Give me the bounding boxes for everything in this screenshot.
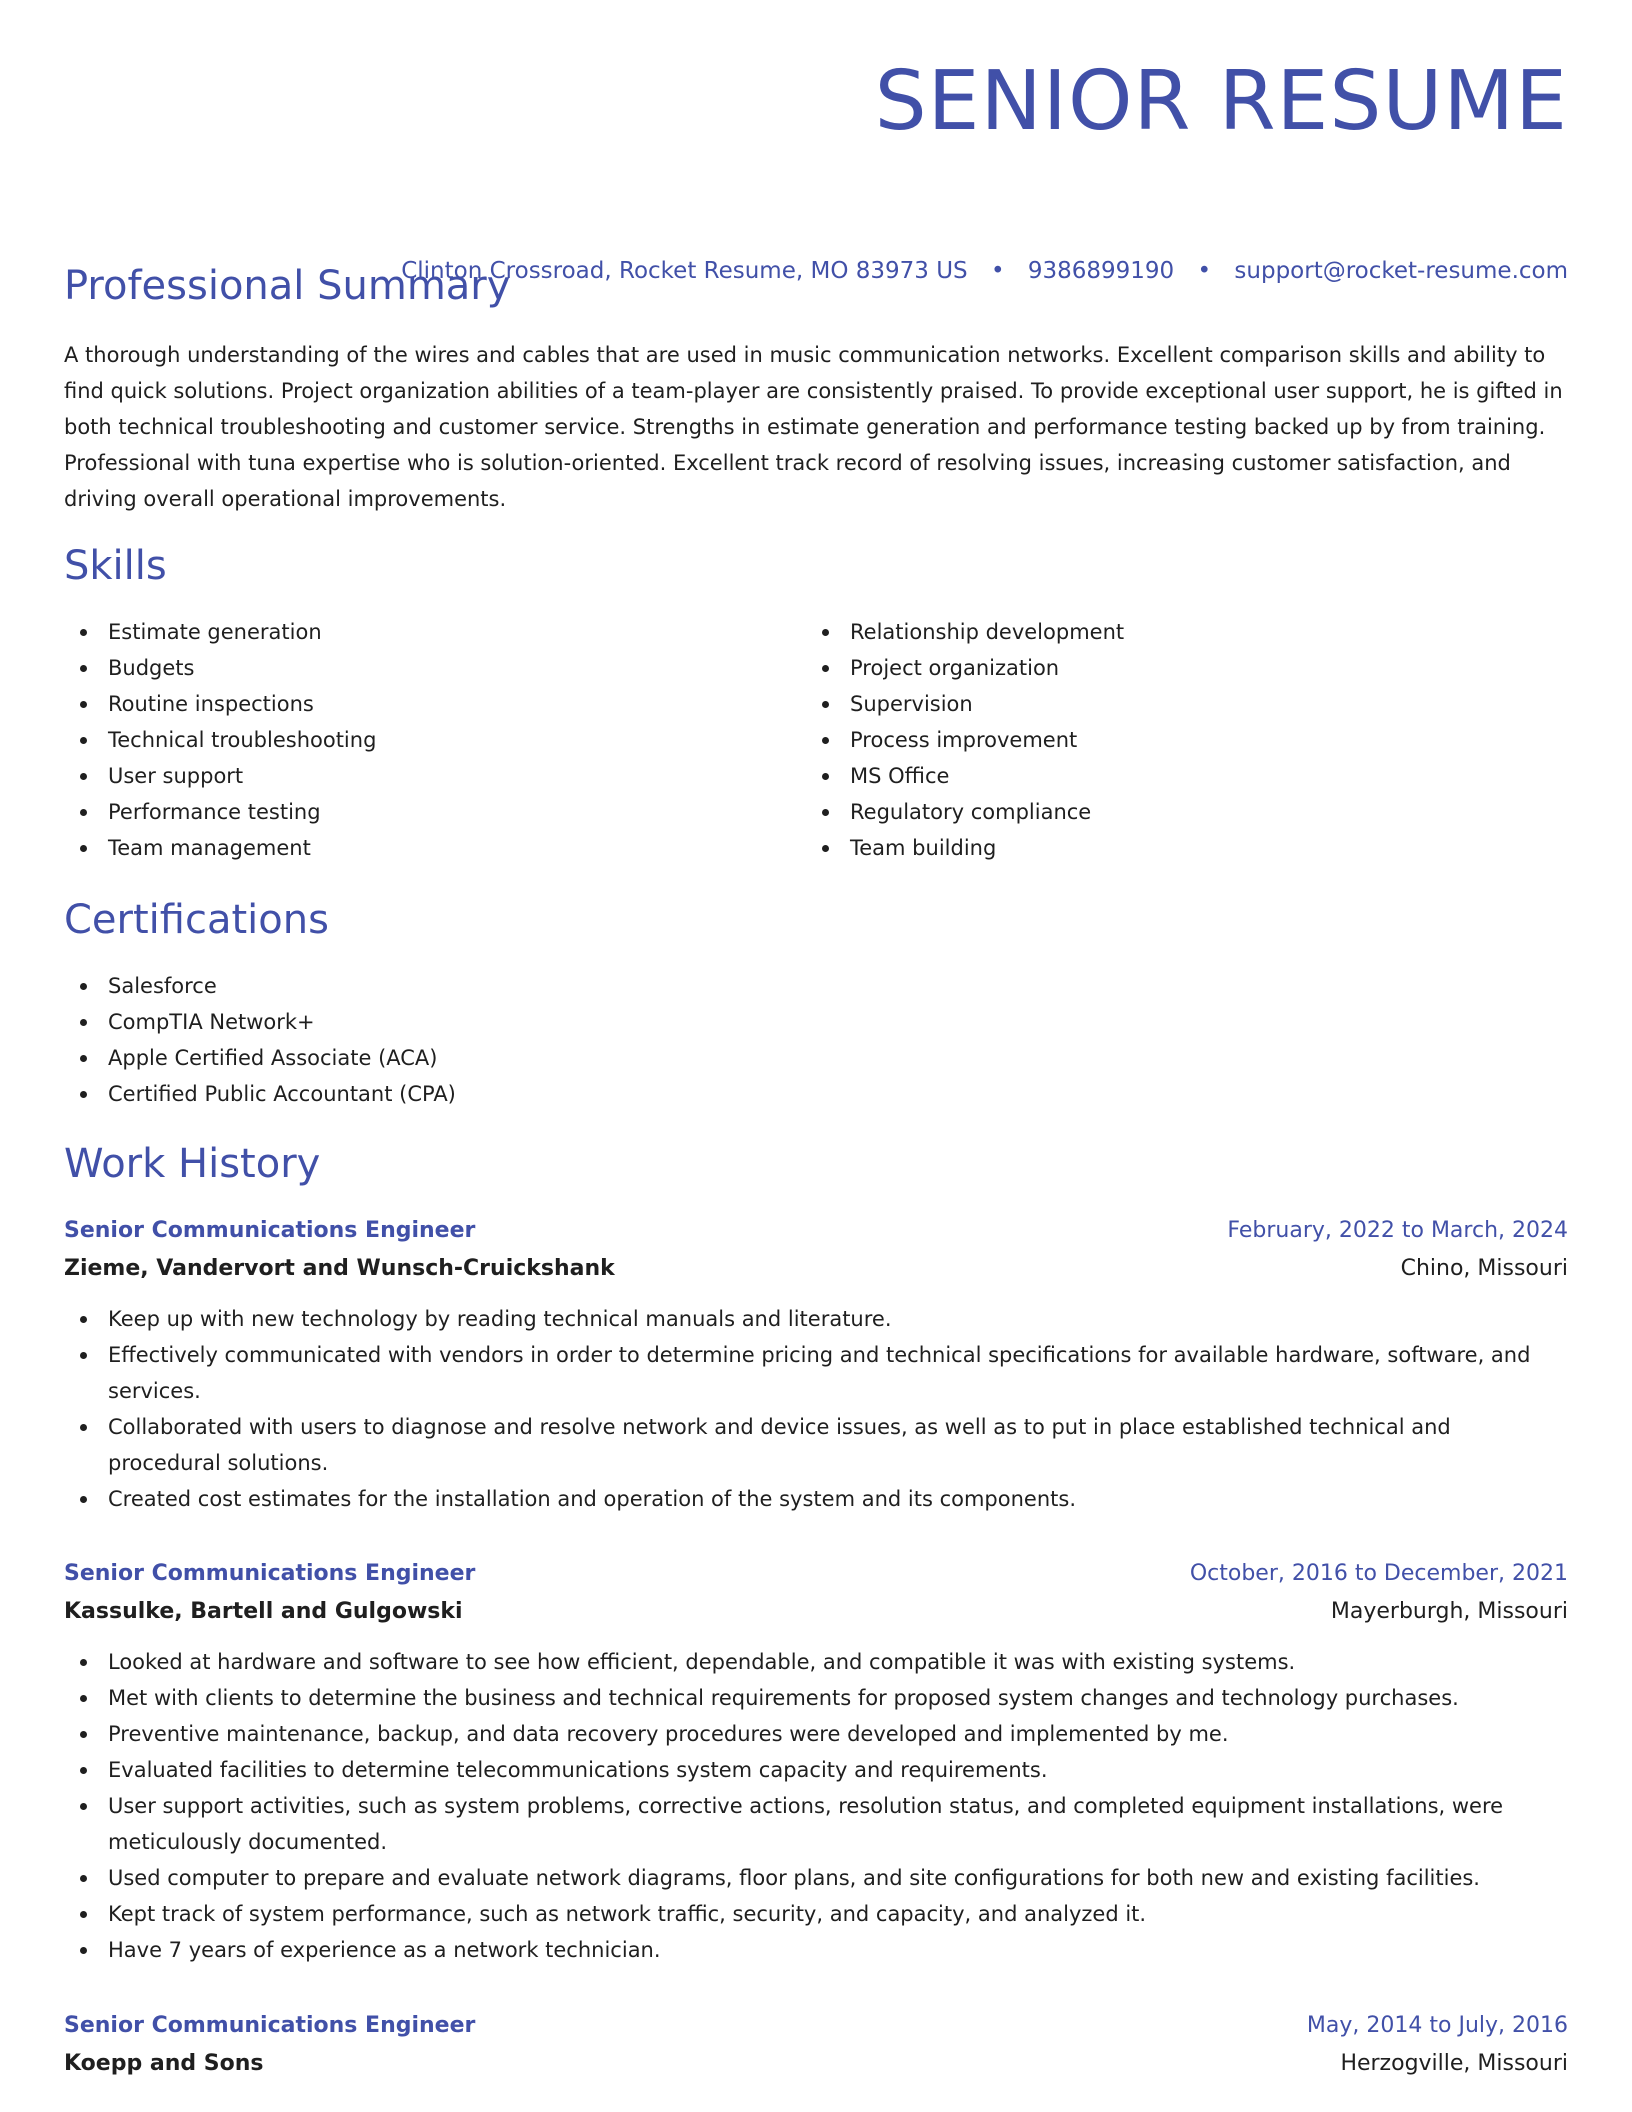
skill-item: Project organization [806,650,1124,686]
skill-item: Technical troubleshooting [64,722,376,758]
job-location: Chino, Missouri [1400,1256,1568,1281]
skills-heading: Skills [64,543,167,589]
certifications-heading: Certifications [64,897,329,943]
certification-item: Certified Public Accountant (CPA) [64,1076,456,1112]
job-title: Senior Communications Engineer [64,2013,476,2038]
skill-item: Team building [806,830,1124,866]
skills-list-left [64,614,376,866]
job-bullets [64,1644,1568,1968]
contact-separator: • [1197,258,1212,284]
job-title: Senior Communications Engineer [64,1561,476,1586]
job-bullet: Evaluated facilities to determine telecommunications system capacity and requirements. [64,1752,1568,1788]
job-bullet: User support activities, such as system problems, corrective actions, resolution status, and completed equipment installations, were meticulously documented. [64,1788,1568,1860]
job-bullets [64,1301,1568,1517]
skill-item: Process improvement [806,722,1124,758]
skill-item: Estimate generation [64,614,376,650]
work-history-heading: Work History [64,1141,321,1187]
skill-item: Relationship development [806,614,1124,650]
job-entry [64,1556,1568,1968]
skill-item: Routine inspections [64,686,376,722]
contact-line [401,256,1568,286]
job-bullet: Collaborated with users to diagnose and resolve network and device issues, as well as to put in place established technical and procedural solutions. [64,1409,1568,1481]
job-bullet: Effectively communicated with vendors in order to determine pricing and technical specifications for available hardware, software, and services. [64,1337,1568,1409]
contact-email[interactable]: support@rocket-resume.com [1234,258,1568,284]
summary-text: A thorough understanding of the wires and cables that are used in music communication networks. Excellent comparison skills and ability to find quick solutions. Project organization abilities of a team-player are consistently praised. To provide exceptional user support, he is gifted in both technical troubleshooting and customer service. Strengths in estimate generation and performance testing backed up by from training. Professional with tuna expertise who is solution-oriented. Excellent track record of resolving issues, increasing customer satisfaction, and driving overall operational improvements. [64,343,1563,511]
contact-address: Clinton Crossroad, Rocket Resume, MO 83973 US [401,258,968,284]
job-bullet: Keep up with new technology by reading technical manuals and literature. [64,1301,1568,1337]
skill-item: Regulatory compliance [806,794,1124,830]
job-bullet: Met with clients to determine the business and technical requirements for proposed system changes and technology purchases. [64,1680,1568,1716]
job-location: Mayerburgh, Missouri [1330,1599,1568,1624]
job-dates: February, 2022 to March, 2024 [1227,1218,1568,1243]
contact-phone: 9386899190 [1027,258,1175,284]
skills-list-right [806,614,1124,866]
job-bullet: Kept track of system performance, such as network traffic, security, and capacity, and analyzed it. [64,1896,1568,1932]
contact-separator: • [990,258,1005,284]
skill-item: Performance testing [64,794,376,830]
certification-item: Apple Certified Associate (ACA) [64,1040,456,1076]
skill-item: User support [64,758,376,794]
job-bullet: Created cost estimates for the installation and operation of the system and its components. [64,1481,1568,1517]
job-location: Herzogville, Missouri [1340,2051,1568,2076]
job-bullet: Used computer to prepare and evaluate network diagrams, floor plans, and site configurations for both new and existing facilities. [64,1860,1568,1896]
skill-item: Supervision [806,686,1124,722]
skill-item: Budgets [64,650,376,686]
job-bullet: Preventive maintenance, backup, and data recovery procedures were developed and implemented by me. [64,1716,1568,1752]
skill-item: Team management [64,830,376,866]
summary-heading: Professional Summary [64,263,511,309]
certifications-list [64,968,456,1112]
job-entry [64,1213,1568,1517]
resume-title: SENIOR RESUME [874,54,1568,149]
certification-item: Salesforce [64,968,456,1004]
certification-item: CompTIA Network+ [64,1004,456,1040]
job-bullet: Looked at hardware and software to see how efficient, dependable, and compatible it was with existing systems. [64,1644,1568,1680]
job-company: Zieme, Vandervort and Wunsch-Cruickshank [64,1256,615,1281]
job-dates: May, 2014 to July, 2016 [1306,2013,1568,2038]
job-entry [64,2008,1568,2084]
job-title: Senior Communications Engineer [64,1218,476,1243]
job-company: Kassulke, Bartell and Gulgowski [64,1599,463,1624]
skill-item: MS Office [806,758,1124,794]
job-bullet: Have 7 years of experience as a network technician. [64,1932,1568,1968]
job-company: Koepp and Sons [64,2051,264,2076]
job-dates: October, 2016 to December, 2021 [1189,1561,1568,1586]
